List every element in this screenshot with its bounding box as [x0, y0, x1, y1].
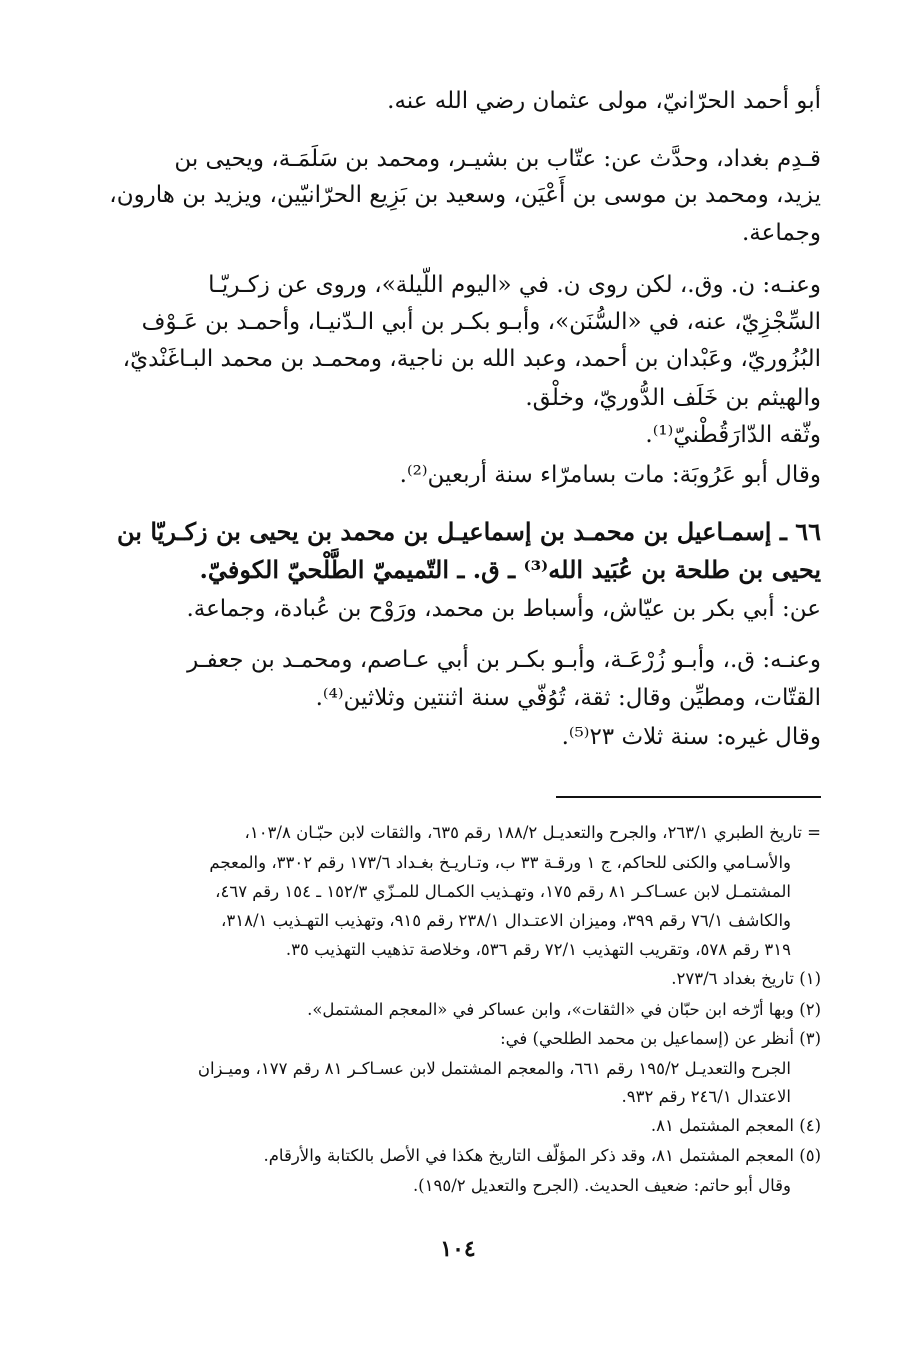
text-line: وعنـه: ق.، وأبـو زُرْعَـة، وأبـو بكـر بن أبي عـاصم، ومحمـد بن جعفـر: [187, 647, 821, 673]
text-line: وقال غيره: سنة ثلاث ٢٣⁽⁵⁾.: [561, 724, 821, 750]
footnote-line: وقال أبو حاتم: ضعيف الحديث. (الجرح والتعديل ١٩٥/٢).: [412, 1176, 791, 1195]
footnote-line: = تاريخ الطبري ٢٦٣/١، والجرح والتعديـل ١٨٨/٢ رقم ٦٣٥، والثقات لابن حبّـان ١٠٣/٨،: [244, 823, 821, 842]
footnote-line: (٥) المعجم المشتمل ٨١، وقد ذكر المؤلّف التاريخ هكذا في الأصل بالكتابة والأرقام.: [263, 1146, 821, 1165]
footnote-line: (٣) أنظر عن (إسماعيل بن محمد الطلحي) في:: [500, 1029, 821, 1048]
text-line: والهيثم بن خَلَف الدُّوريّ، وخلْق.: [525, 385, 821, 411]
page-number: ١٠٤: [440, 1236, 476, 1262]
footnote-line: ٣١٩ رقم ٥٧٨، وتقريب التهذيب ٧٢/١ رقم ٥٣٦، وخلاصة تذهيب التهذيب ٣٥.: [285, 940, 791, 959]
text-line: وقال أبو عَرُوبَة: مات بسامرّاء سنة أربعين⁽²⁾.: [399, 462, 821, 488]
text-line: عن: أبي بكر بن عيّاش، وأسباط بن محمد، ورَوْح بن عُبادة، وجماعة.: [186, 596, 821, 622]
text-line: القتّات، ومطيِّن وقال: ثقة، تُوُفّي سنة اثنتين وثلاثين⁽⁴⁾.: [315, 685, 821, 711]
text-line: يزيد، ومحمد بن موسى بن أَعْيَن، وسعيد بن بَزِيع الحرّانيّين، ويزيد بن هارون،: [109, 182, 821, 208]
text-line: وثّقه الدّارَقُطْنيّ⁽¹⁾.: [645, 422, 821, 448]
text-line: وعنـه: ن. وق.، لكن روى ن. في «اليوم اللّيلة»، وروى عن زكـريّـا: [208, 272, 821, 298]
entry-heading: يحيى بن طلحة بن عُبَيد الله⁽³⁾ ـ ق. ـ التّميميّ الطَّلْحيّ الكوفيّ.: [199, 555, 821, 584]
entry-heading: ٦٦ ـ إسمـاعيل بن محمـد بن إسماعيـل بن محمد بن يحيى بن زكـريّا بن: [117, 517, 821, 546]
text-line: البُزُوريّ، وعَبْدان بن أحمد، وعبد الله بن ناجية، ومحمـد بن محمد البـاغَنْديّ،: [122, 346, 821, 372]
footnote-line: والأسـامي والكنى للحاكم، ج ١ ورقـة ٣٣ ب، وتـاريـخ بغـداد ١٧٣/٦ رقم ٣٣٠٢، والمعجم: [209, 853, 791, 872]
footnote-line: (٢) وبها أرّخه ابن حبّان في «الثقات»، وابن عساكر في «المعجم المشتمل».: [307, 1000, 821, 1019]
text-line: السِّجْزِيّ، عنه، في «السُّنَن»، وأبـو بكـر بن أبي الـدّنيـا، وأحمـد بن عَـوْف: [141, 309, 821, 335]
footnote-line: الاعتدال ٢٤٦/١ رقم ٩٣٢.: [621, 1087, 791, 1106]
footnote-line: المشتمـل لابن عسـاكـر ٨١ رقم ١٧٥، وتهـذيب الكمـال للمـزّي ١٥٢/٣ ـ ١٥٤ رقم ٤٦٧،: [215, 882, 791, 901]
text-line: وجماعة.: [742, 220, 821, 246]
text-line: أبو أحمد الحرّانيّ، مولى عثمان رضي الله عنه.: [387, 88, 821, 114]
text-line: قـدِم بغداد، وحدَّث عن: عتّاب بن بشيـر، ومحمد بن سَلَمَـة، ويحيى بن: [174, 146, 821, 172]
footnote-line: (٤) المعجم المشتمل ٨١.: [650, 1116, 821, 1135]
footnote-line: الجرح والتعديـل ١٩٥/٢ رقم ٦٦١، والمعجم المشتمل لابن عسـاكـر ٨١ رقم ١٧٧، وميـزان: [197, 1059, 791, 1078]
footnote-divider: [556, 796, 821, 798]
footnote-line: (١) تاريخ بغداد ٢٧٣/٦.: [671, 969, 821, 988]
footnote-line: والكاشف ٧٦/١ رقم ٣٩٩، وميزان الاعتـدال ٢٣٨/١ رقم ٩١٥، وتهذيب التهـذيب ٣١٨/١،: [221, 911, 791, 930]
